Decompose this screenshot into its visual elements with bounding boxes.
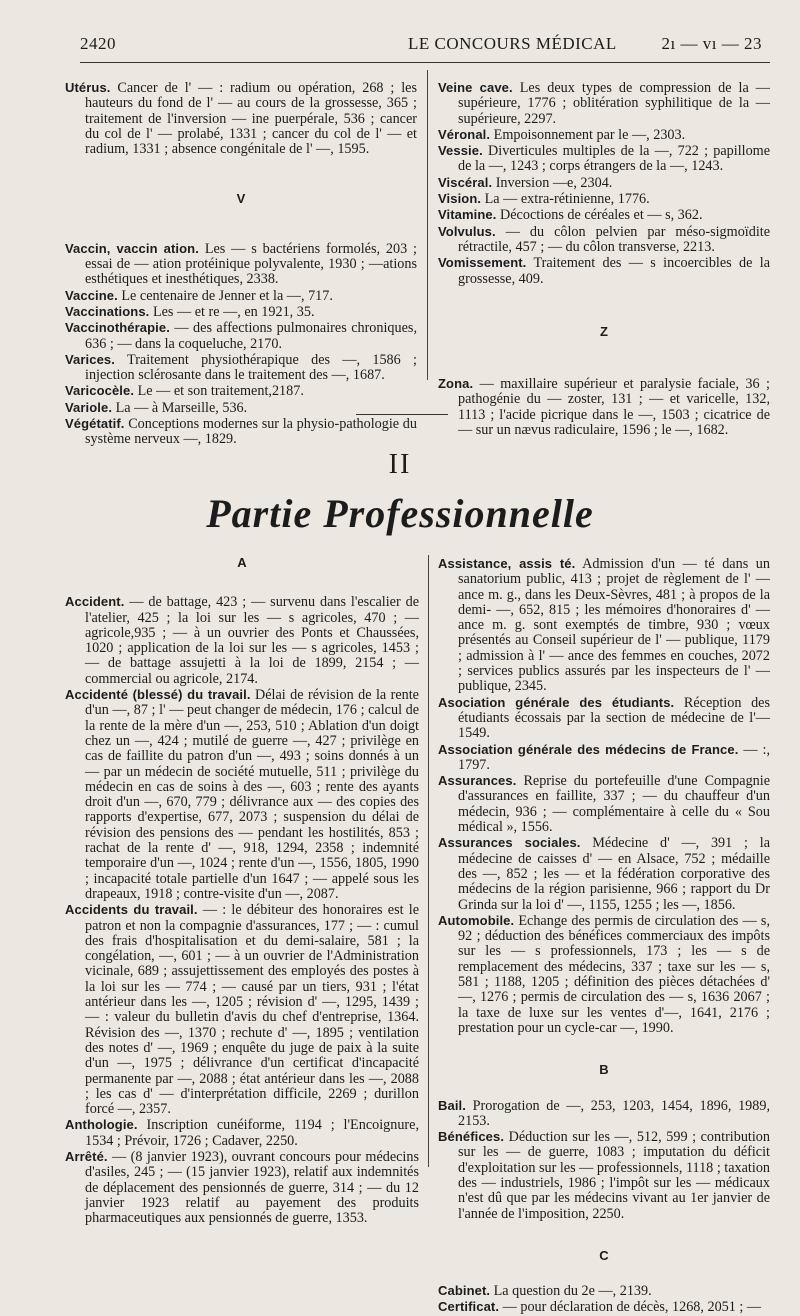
entry-text: Décoctions de céréales et — s, 362. xyxy=(496,207,703,224)
entry-headword: Accidents du travail. xyxy=(65,902,198,918)
entry-headword: Asociation générale des étudiants. xyxy=(438,694,675,710)
issue-date: 2ı — vı — 23 xyxy=(661,34,762,53)
entry-headword: Arrêté. xyxy=(65,1148,108,1164)
entry-headword: Bénéfices. xyxy=(438,1129,505,1145)
part-title: Partie Professionnelle xyxy=(206,491,594,536)
entries-a-left xyxy=(65,594,419,1226)
index-entry xyxy=(438,742,770,774)
entries-c xyxy=(438,1283,770,1316)
entries-b xyxy=(438,1098,770,1222)
entries-v-left xyxy=(65,241,417,448)
letter-heading-a: A xyxy=(237,555,247,570)
index-entry xyxy=(438,80,770,127)
index-entry xyxy=(438,695,770,742)
header-rule xyxy=(80,62,770,63)
entry-headword: Utérus. xyxy=(65,80,111,95)
index-entry xyxy=(65,241,417,288)
entry-text: Empoisonnement par le —, 2303. xyxy=(490,126,686,143)
entry-headword: Varices. xyxy=(65,351,115,367)
index-entry xyxy=(65,687,419,902)
index-entry xyxy=(65,304,417,320)
entry-headword: Anthologie. xyxy=(65,1117,138,1133)
index-entry xyxy=(65,1117,419,1149)
entry-headword: Vaccinations. xyxy=(65,303,150,319)
entry-headword: Accident. xyxy=(65,594,125,610)
index-entry xyxy=(65,1149,419,1226)
entry-headword: Vaccine. xyxy=(65,287,118,303)
entries-a-right xyxy=(438,556,770,1036)
index-entry xyxy=(65,416,417,448)
index-entry xyxy=(438,191,770,207)
entry-text: La — à Marseille, 536. xyxy=(112,399,248,416)
part-number: II xyxy=(388,449,412,480)
index-entry xyxy=(438,175,770,191)
letter-heading-b: B xyxy=(599,1062,609,1078)
entry-text: — pour déclaration de décès, 1268, 2051 ; — xyxy=(499,1299,762,1316)
entry-headword: Variole. xyxy=(65,399,113,415)
entry-headword: Assistance, assis té. xyxy=(438,556,576,571)
entry-headword: Vision. xyxy=(438,191,482,207)
entry-text: Admission d'un — té dans un sanatorium public, 413 ; projet de règlement de l' — ance m. g., dans les Deux-Sèvres, 481 ; à propos de la demi- —, 652, 815 ; les mémoires d'honoraires d' — ance m. g. sont exemptés de timbre, 930 ; vœux présentés au Conseil supérieur de l' — publique, 1179 ; admission à l' — ance des femmes en couches, 2072 ; services publics assurés par les inspecteurs de l' — publique, 2345. xyxy=(458,556,770,695)
letter-heading-c: C xyxy=(599,1247,609,1263)
entry-headword: Volvulus. xyxy=(438,223,496,239)
entry-headword: Vaccin, vaccin ation. xyxy=(65,240,199,256)
entry-text: Délai de révision de la rente d'un —, 87 ; l' — peut changer de médecin, 176 ; calcul de la rente de la mère d'un —, 253, 510 ; Ablation d'un doigt chez un —, 424 ; mutilé de guerre —, 427 ; privilège en cas de faillite du patron d'un —, 493 ; soins donnés à un — par un médecin de société mutuelle, 511 ; privilège du médecin en cas de soins à des —, 603 ; rente des ayants droit d'un —, 670, 779 ; délivrance aux — des copies des rapports d'expertise, 677, 2073 ; suspension du délai de révision des pensions des — pendant les hostilités, 853 ; rachat de la rente d' —, 918, 1294, 2358 ; indemnité temporaire d'un —, 1024 ; rente d'un —, 1556, 1805, 1990 ; incapacité totale partielle d'un 1647 ; — appelé sous les drapeaux, 1918 ; contre-visite d'un —, 2087. xyxy=(85,687,419,902)
entry-text: Echange des permis de circulation des — s, 92 ; déduction des bénéfices commerciaux des impôts sur les — s professionnels, 173 ; les — s de remplacement des médecins, 337 ; taxe sur les — s, 581 ; 1188, 1205 ; définition des pièces détachées d' —, 1276 ; permis de circulation des — s, 1636 2067 ; la taxe de luxe sur les ventes d'—, 1641, 2176 ; prestation pour un cycle-car —, 1990. xyxy=(458,912,770,1036)
running-title: LE CONCOURS MÉDICAL xyxy=(408,34,617,53)
index-entry xyxy=(438,127,770,143)
entry-text: Le — et son traitement,2187. xyxy=(134,383,304,400)
entries-v-right xyxy=(438,80,770,287)
index-entry xyxy=(65,288,417,304)
index-entry xyxy=(65,383,417,399)
index-entry xyxy=(65,80,417,157)
entry-text: Inscription cunéiforme, 1194 ; l'Encoignure, 1534 ; Prévoir, 1726 ; Cadaver, 2250. xyxy=(85,1117,419,1149)
left-column-a xyxy=(65,555,419,1226)
entry-text: Conceptions modernes sur la physio-pathologie du système nerveux —, 1829. xyxy=(85,416,417,448)
index-entry xyxy=(65,594,419,687)
entry-text: Prorogation de —, 253, 1203, 1454, 1896, 1989, 2153. xyxy=(458,1097,770,1129)
letter-heading-v: V xyxy=(236,191,246,207)
entry-text: — (8 janvier 1923), ouvrant concours pour médecins d'asiles, 245 ; — (15 janvier 1923), relatif aux indemnités de déplacement des pensionnés de guerre, 314 ; — du 12 janvier 1923 relatif au payement des produits pharmaceutiques aux pensionnés de guerre, 1353. xyxy=(85,1148,419,1227)
index-entry xyxy=(65,320,417,352)
page-header xyxy=(80,34,770,58)
entry-text: — des affections pulmonaires chroniques, 636 ; — dans la coqueluche, 2170. xyxy=(85,320,417,352)
entries-z xyxy=(438,376,770,438)
entry-headword: Automobile. xyxy=(438,912,515,928)
entry-headword: Bail. xyxy=(438,1097,466,1113)
entry-text: La — extra-rétinienne, 1776. xyxy=(481,191,650,208)
entry-text: Diverticules multiples de la —, 722 ; papillome de la —, 1243 ; corps étrangers de la —, 1243. xyxy=(458,143,770,175)
entry-text: — : le débiteur des honoraires est le patron et non la compagnie d'assurances, 177 ; — : cumul des frais d'hospitalisation et du demi-salaire, 581 ; la congélation, —, 601 ; — à un ouvrier de l'Administration vicinale, 689 ; assujettissement des employés des postes à la loi sur les — 774 ; — causé par un tiers, 931 ; l'état antérieur dans les —, 1205 ; révision d' —, 1295, 1439 ; — : valeur du bulletin d'avis du chef d'entreprise, 1364. Révision des —, 1370 ; rechute d' —, 1895 ; ventilation des notes d' —, 1969 ; enquête du juge de paix à la suite d'un —, 1975 ; délivrance d'un certificat d'incapacité permanente par —, 2088 ; état antérieur dans les —, 2088 ; les cas d' — d'interprétation difficile, 2269 ; durillon forcé —, 2357. xyxy=(85,902,419,1118)
entry-text: Traitement physiothérapique des —, 1586 ; injection sclérosante dans le traitement des —, 1687. xyxy=(85,351,417,384)
right-column-a xyxy=(438,556,770,1316)
entry-text: — du côlon pelvien par méso-sigmoïdite rétractile, 457 ; — du côlon transverse, 2213. xyxy=(458,223,770,255)
entry-headword: Assurances sociales. xyxy=(438,835,581,851)
entry-text: Le centenaire de Jenner et la —, 717. xyxy=(117,287,333,304)
entry-headword: Végétatif. xyxy=(65,416,125,432)
entry-text: — de battage, 423 ; — survenu dans l'escalier de l'atelier, 425 ; la loi sur les — s agricoles, 470 ; — agricole,935 ; — à un ouvrier des Ponts et Chaussées, 1020 ; application de la loi sur les — s agricoles, 1453 ; — de battage assujetti à la loi de 1899, 2154 ; — commercial ou agricole, 2174. xyxy=(85,594,419,687)
column-divider xyxy=(427,70,428,380)
index-entry xyxy=(438,556,770,695)
entry-text: La question du 2e —, 2139. xyxy=(490,1283,652,1300)
index-entry xyxy=(438,224,770,256)
entry-text: Les — s bactériens formolés, 203 ; essai de — ation protéinique polyvalente, 1930 ; —ations esthétiques et inesthétiques, 2338. xyxy=(85,240,417,288)
index-entry xyxy=(65,352,417,384)
short-rule xyxy=(356,414,448,415)
index-entry xyxy=(438,1299,770,1315)
entry-text: Cancer de l' — : radium ou opération, 268 ; les hauteurs du fond de l' — au cours de la grossesse, 365 ; traitement de l'inversion — ine puerpérale, 536 ; cancer du col de l' — prolabé, 1331 ; cancer du col de l' — et radium, 1331 ; absence congénitale de l' —, 1595. xyxy=(85,80,417,158)
entry-headword: Vitamine. xyxy=(438,207,497,223)
entry-headword: Assurances. xyxy=(438,773,517,789)
entry-text: — :, 1797. xyxy=(458,741,770,773)
entry-headword: Véronal. xyxy=(438,126,491,142)
entry-text: Médecine d' —, 391 ; la médecine de caisses d' — en Alsace, 752 ; médaille des —, 852 ; les — et la fédération corporative des médecins de la région parisienne, 966 ; rapport du Dr Grinda sur la loi d' —, 1155, 1255 ; les —, 1856. xyxy=(458,835,771,913)
index-entry xyxy=(438,1129,770,1222)
index-entry xyxy=(438,376,770,438)
index-entry xyxy=(438,143,770,175)
index-entry xyxy=(438,835,770,912)
entry-headword: Accidenté (blessé) du travail. xyxy=(65,687,251,703)
entry-headword: Certificat. xyxy=(438,1299,500,1315)
right-column-v xyxy=(438,80,770,438)
entry-headword: Vessie. xyxy=(438,143,483,159)
index-entry xyxy=(65,902,419,1117)
letter-heading-z: Z xyxy=(600,323,608,339)
column-divider-lower xyxy=(428,555,429,1167)
entry-text: Les — et re —, en 1921, 35. xyxy=(149,303,315,320)
entry-text: Inversion —e, 2304. xyxy=(492,174,613,191)
index-entry xyxy=(438,1098,770,1130)
entry-text: Les deux types de compression de la — supérieure, 1776 ; oblitération syphilitique de la — supérieure, 2297. xyxy=(458,80,770,127)
entry-headword: Association générale des médecins de France. xyxy=(438,741,739,757)
index-entry xyxy=(438,207,770,223)
index-entry xyxy=(438,773,770,835)
entry-headword: Vaccinothérapie. xyxy=(65,320,170,336)
entry-text: Traitement des — s incoercibles de la grossesse, 409. xyxy=(458,255,770,287)
page-number: 2420 xyxy=(80,34,116,53)
entry-text: — maxillaire supérieur et paralysie faciale, 36 ; pathogénie du — zoster, 131 ; — et varicelle, 132, 1113 ; l'acide picrique dans le —, 1503 ; cicatrice de — sur un nævus radiculaire, 1596 ; le —, 1682. xyxy=(458,376,770,439)
entry-headword: Vomissement. xyxy=(438,255,527,271)
index-entry xyxy=(438,255,770,287)
index-entry xyxy=(438,913,770,1036)
entry-text: Déduction sur les —, 512, 599 ; contribution sur les — de guerre, 1083 ; imputation du déficit d'exploitation sur les — professionnels, 1118 ; taxation des — industriels, 1986 ; l'impôt sur les — médicaux n'est dû que par les médecins vivant au 1er janvier de l'année de l'imposition, 2250. xyxy=(458,1129,771,1222)
entry-text: Reprise du portefeuille d'une Compagnie d'assurances en faillite, 337 ; — du chauffeur d'un médecin, 936 ; — complémentaire à celle du « Sou médical », 1556. xyxy=(458,773,770,836)
left-column-v xyxy=(65,80,417,448)
entry-headword: Viscéral. xyxy=(438,174,493,190)
entry-headword: Veine cave. xyxy=(438,80,513,95)
entry-text: Réception des étudiants écossais par la section de médecine de l'—1549. xyxy=(458,694,770,742)
entries-u xyxy=(65,80,417,157)
entry-headword: Cabinet. xyxy=(438,1283,491,1299)
entry-headword: Varicocèle. xyxy=(65,383,135,399)
entry-headword: Zona. xyxy=(438,376,474,392)
index-entry xyxy=(438,1283,770,1299)
